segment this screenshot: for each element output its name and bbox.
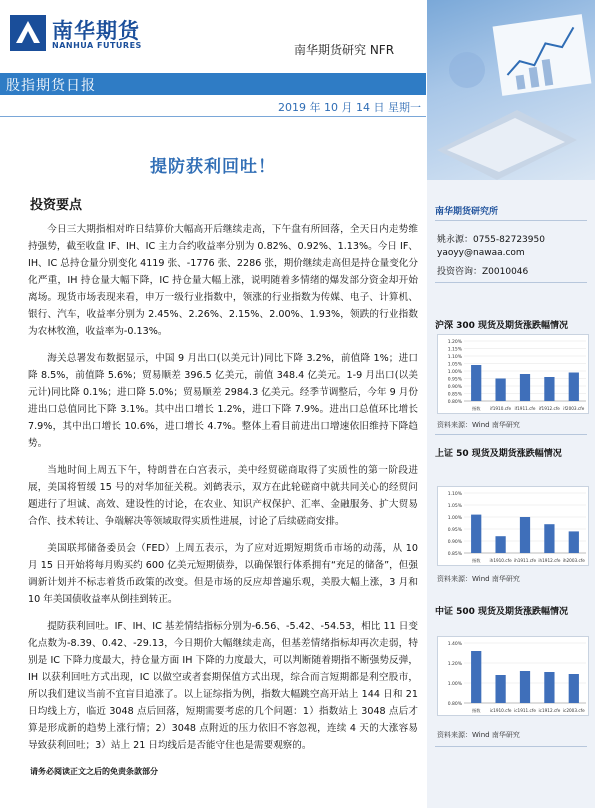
- y-tick-label: 1.05%: [447, 362, 462, 368]
- sidebar-divider: [435, 282, 587, 283]
- x-tick-label: if1912.cfe: [538, 406, 560, 411]
- header-divider: [0, 116, 426, 117]
- y-tick-label: 1.20%: [447, 662, 462, 667]
- chart-zz500-svg: [438, 637, 590, 717]
- x-tick-label: 指数: [472, 558, 481, 563]
- paragraph-3: 当地时间上周五下午，特朗普在白宫表示，美中经贸磋商取得了实质性的第一阶段进展，美国将暂缓 15 号的对华加征关税。刘鹤表示，双方在此轮磋商中就共同关心的经贸问题进行了坦诚、高效、建设性的讨论，在农业、知识产权保护、汇率、金融服务、扩大贸易合作、技术转让、争端解决等领域取得实质性进展，讨论了后续磋商安排。: [28, 465, 418, 527]
- report-type-title: 股指期货日报: [6, 78, 96, 94]
- bar: [471, 651, 481, 703]
- company-logo: [8, 13, 178, 55]
- bar: [569, 674, 579, 703]
- analyst-email[interactable]: yaoyy@nawaa.com: [437, 248, 525, 258]
- sidebar-divider: [435, 220, 587, 221]
- laptop-chart-illustration-icon: [427, 0, 595, 180]
- y-tick-label: 0.85%: [447, 552, 462, 557]
- bar: [569, 373, 579, 402]
- y-tick-label: 1.10%: [447, 492, 462, 497]
- section-heading: 投资要点: [30, 198, 83, 213]
- x-tick-label: if1910.cfe: [490, 406, 512, 411]
- bar: [471, 515, 481, 553]
- report-date: 2019 年 10 月 14 日 星期一: [278, 101, 421, 114]
- logo-english-name: NANHUA FUTURES: [52, 41, 142, 50]
- bar: [520, 374, 530, 401]
- article-body: [28, 221, 418, 764]
- chart-sz50-svg: [438, 487, 590, 567]
- bar: [544, 524, 554, 553]
- chart-source-zz500: 资料来源：Wind 南华研究: [437, 731, 520, 739]
- report-band: [0, 73, 426, 95]
- bar: [569, 531, 579, 553]
- chart-source-sz50: 资料来源：Wind 南华研究: [437, 575, 520, 583]
- sidebar-divider: [435, 746, 587, 747]
- chart-hs300: [437, 334, 589, 414]
- cover-photo: [427, 0, 595, 180]
- y-tick-label: 1.15%: [447, 347, 462, 353]
- y-tick-label: 0.90%: [447, 385, 462, 390]
- x-tick-label: if2003.cfe: [563, 406, 585, 411]
- bar: [520, 671, 530, 703]
- chart-title-hs300: 沪深 300 现货及期货涨跌幅情况: [435, 321, 569, 331]
- x-tick-label: if1911.cfe: [514, 406, 536, 411]
- bar: [495, 675, 505, 703]
- x-tick-label: ic1910.cfe: [489, 708, 512, 713]
- chart-title-zz500: 中证 500 现货及期货涨跌幅情况: [435, 607, 569, 617]
- chart-sz50: [437, 486, 589, 566]
- chart-hs300-svg: [438, 335, 590, 415]
- sidebar: [427, 0, 595, 808]
- paragraph-2: 海关总署发布数据显示，中国 9 月出口(以美元计)同比下降 3.2%，前值降 1%；进口降 8.5%，前值降 5.6%；贸易顺差 396.5 亿美元，前值 348.4 亿美元。1-9 月出口(以美元计)同比降 0.1%；进口降 5.0%；贸易顺差 2984.3 亿美元。经季节调整后，今年 9 月份进出口总值同比下降 3.1%。其中出口增长 1.2%，进口下降 7.9%。进出口总值环比增长 7.9%，其中出口增长 10.6%，进口增长 4.7%。整体上看目前进出口增速依旧维持下降趋势。: [28, 353, 418, 449]
- chart-source-hs300: 资料来源：Wind 南华研究: [437, 421, 520, 429]
- brand-line: 南华期货研究 NFR: [294, 43, 395, 57]
- x-tick-label: ih1910.cfe: [489, 558, 512, 563]
- bar: [520, 517, 530, 553]
- chart-zz500: [437, 636, 589, 716]
- bar: [544, 672, 554, 703]
- analyst-license: 投资咨询：Z0010046: [437, 267, 529, 277]
- logo-chinese-name: 南华期货: [52, 19, 140, 43]
- y-tick-label: 1.00%: [447, 370, 462, 375]
- y-tick-label: 1.05%: [447, 504, 462, 509]
- chart-title-sz50: 上证 50 现货及期货涨跌幅情况: [435, 449, 562, 459]
- research-institute-label: 南华期货研究所: [435, 207, 499, 217]
- paragraph-5: 提防获利回吐。IF、IH、IC 基差情结指标分别为-6.56、-5.42、-54.53，相比 11 日变化点数为-8.39、0.42、-29.13，今日期价大幅继续走高，但基差情绪指标却再次走弱，特别是 IC 下降力度最大，持仓量方面 IH 下降的力度最大，可以判断随着期指不断强势反弹，IH 以获利回吐方式出现，IC 以做空或者套期保值方式出现，综合而言短期都是利空股市，所以我们建议当前不宜盲目追涨了。以上证综指为例，指数大幅跳空高开站上 144 日和 21 日均线上方，临近 3048 点后回落，短期需要考虑的几个问题：1）指数站上 3048 点后才算是形成新的趋势上涨行情；2）3048 点附近的压力依旧不容忽视，连续 4 天的大涨容易导致获利回吐；3）站上 21 日均线后是否能守住也是需要观察的。: [28, 621, 418, 751]
- bar: [495, 379, 505, 402]
- y-tick-label: 0.95%: [447, 528, 462, 533]
- disclaimer-note: 请务必阅读正文之后的免责条款部分: [30, 767, 158, 776]
- paragraph-1: 今日三大期指相对昨日结算价大幅高开后继续走高，下午盘有所回落，全天日内走势维持强势，截至收盘 IF、IH、IC 主力合约收益率分别为 0.82%、0.92%、1.13%。今日 IF、IH、IC 总持仓量分别变化 4119 张、-1776 张、2286 张，期价继续走高但是持仓量变化分化严重，IH 持仓量大幅下降，IC 持仓量大幅上涨，说明随着多情绪的爆发部分资金却开始离场。现货市场表现来看，申万一级行业指数中，领涨的行业指数为传媒、电子、计算机、银行、汽车，收益率分别为 2.45%、2.26%、2.15%、2.00%、1.93%，领跌的行业指数为农林牧渔，收益率为-0.13%。: [28, 224, 418, 337]
- paragraph-4: 美国联邦储备委员会（FED）上周五表示，为了应对近期短期货币市场的动荡，从 10 月 15 日开始将每月购买约 600 亿美元短期债券，以确保银行体系拥有“充足的储备”，但强调新计划并不标志着货币政策的改变。但是市场的反应却普遍乐观，美股大幅上涨，3 月和 10 年美国债收益率从倒挂到转正。: [28, 543, 418, 605]
- y-tick-label: 1.10%: [447, 355, 462, 360]
- nanhua-logo-icon: [8, 13, 48, 53]
- bar: [471, 365, 481, 401]
- sidebar-divider: [435, 434, 587, 435]
- x-tick-label: ih1911.cfe: [513, 558, 537, 563]
- y-tick-label: 0.90%: [447, 540, 462, 545]
- y-tick-label: 0.80%: [447, 702, 462, 707]
- y-tick-label: 0.85%: [447, 392, 462, 398]
- y-tick-label: 1.20%: [447, 340, 462, 345]
- bar: [544, 377, 554, 401]
- y-tick-label: 1.00%: [447, 516, 462, 521]
- y-tick-label: 1.40%: [447, 642, 462, 647]
- x-tick-label: ih1912.cfe: [538, 558, 561, 563]
- x-tick-label: 指数: [472, 406, 481, 411]
- article-headline: 提防获利回吐！: [150, 157, 276, 177]
- x-tick-label: 指数: [472, 708, 481, 713]
- y-tick-label: 0.80%: [447, 400, 462, 405]
- x-tick-label: ic2003.cfe: [562, 708, 585, 713]
- y-tick-label: 1.00%: [447, 682, 462, 687]
- y-tick-label: 0.95%: [447, 377, 462, 383]
- x-tick-label: ic1911.cfe: [514, 708, 536, 713]
- x-tick-label: ih2003.cfe: [562, 558, 585, 563]
- x-tick-label: ic1912.cfe: [538, 708, 561, 713]
- bar: [495, 536, 505, 553]
- analyst-contact: 姚永源：0755-82723950: [437, 235, 545, 245]
